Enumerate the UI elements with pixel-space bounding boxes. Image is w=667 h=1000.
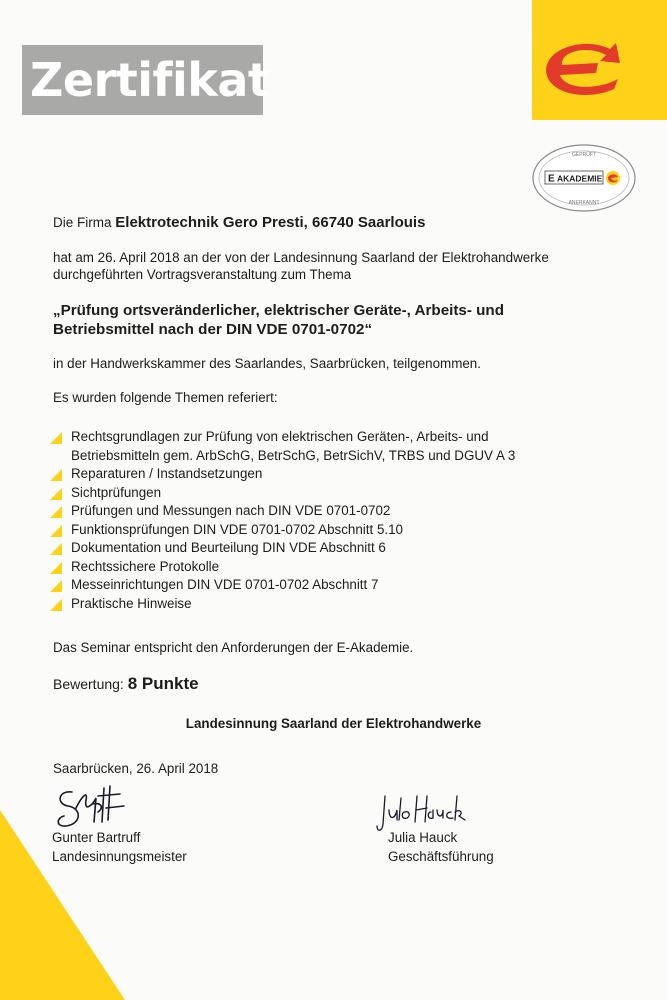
list-item [49, 502, 515, 521]
list-item-text: Sichtprüfungen [71, 484, 162, 500]
company-name: Elektrotechnik Gero Presti, 66740 Saarlouis [115, 214, 426, 231]
triangle-bullet-icon [50, 469, 62, 481]
signer-role: Geschäftsführung [388, 849, 494, 864]
list-item [49, 428, 515, 465]
e-akademie-seal [531, 143, 637, 213]
rating [53, 675, 199, 693]
triangle-bullet-icon [50, 506, 62, 518]
list-item-text: Reparaturen / Instandsetzungen [71, 466, 263, 481]
e-logo-icon [538, 35, 633, 100]
topic-list [49, 428, 515, 613]
list-item-text: Dokumentation und Beurteilung DIN VDE Abschnitt 6 [71, 540, 386, 555]
triangle-bullet-icon [50, 599, 62, 611]
seal-bottom-text: ANERKANNT [568, 200, 600, 206]
signer-name: Gunter Bartruff [52, 830, 141, 845]
triangle-bullet-icon [50, 580, 62, 592]
yellow-corner-bottom-left [0, 810, 125, 1000]
company-prefix: Die Firma [53, 215, 112, 230]
place-date: Saarbrücken, 26. April 2018 [53, 761, 219, 776]
rating-value: 8 Punkte [127, 674, 199, 693]
intro-text [53, 249, 549, 283]
rating-label: Bewertung: [53, 676, 124, 692]
list-item-text: Messeinrichtungen DIN VDE 0701-0702 Abschnitt 7 [71, 577, 379, 592]
triangle-bullet-icon [50, 488, 62, 500]
topic-line: „Prüfung ortsveränderlicher, elektrischer Geräte-, Arbeits- und [53, 302, 504, 319]
list-item-text: Rechtsgrundlagen zur Prüfung von elektrischen Geräten-, Arbeits- und [71, 429, 489, 444]
list-item-text: Betriebsmitteln gem. ArbSchG, BetrSchG, BetrSichV, TRBS und DGUV A 3 [71, 447, 516, 463]
venue-text: in der Handwerkskammer des Saarlandes, Saarbrücken, teilgenommen. [53, 356, 481, 371]
triangle-bullet-icon [50, 562, 62, 574]
seal-top-text: GEPRÜFT [572, 152, 596, 158]
list-item [49, 595, 515, 614]
issuer-name: Landesinnung Saarland der Elektrohandwerke [185, 716, 482, 731]
triangle-bullet-icon [50, 525, 62, 537]
list-item-text: Praktische Hinweise [71, 595, 192, 611]
certificate-title: Zertifikat [22, 45, 263, 115]
seminar-topic [53, 301, 504, 339]
list-item [49, 465, 515, 484]
signer-name: Julia Hauck [388, 830, 458, 845]
triangle-bullet-icon [50, 432, 62, 444]
list-item [49, 484, 515, 503]
list-item [49, 558, 515, 577]
intro-line: durchgeführten Vortragsveranstaltung zum Thema [53, 267, 352, 282]
list-item [49, 539, 515, 558]
seminar-statement: Das Seminar entspricht den Anforderungen der E-Akademie. [53, 640, 414, 655]
list-item-text: Rechtssichere Protokolle [71, 558, 220, 574]
list-item-text: Funktionsprüfungen DIN VDE 0701-0702 Abschnitt 5.10 [71, 521, 403, 537]
seal-brand-prefix: E [548, 173, 555, 185]
list-item-text: Prüfungen und Messungen nach DIN VDE 0701-0702 [71, 503, 391, 518]
list-item [49, 521, 515, 540]
company-line [53, 214, 425, 231]
topic-line: Betriebsmittel nach der DIN VDE 0701-0702“ [53, 321, 373, 338]
signer-role: Landesinnungsmeister [52, 849, 187, 864]
seal-brand-suffix: AKADEMIE [557, 173, 603, 184]
list-item [49, 576, 515, 595]
triangle-bullet-icon [50, 543, 62, 555]
topics-intro: Es wurden folgende Themen referiert: [53, 390, 278, 405]
intro-line: hat am 26. April 2018 an der von der Landesinnung Saarland der Elektrohandwerke [53, 250, 549, 265]
